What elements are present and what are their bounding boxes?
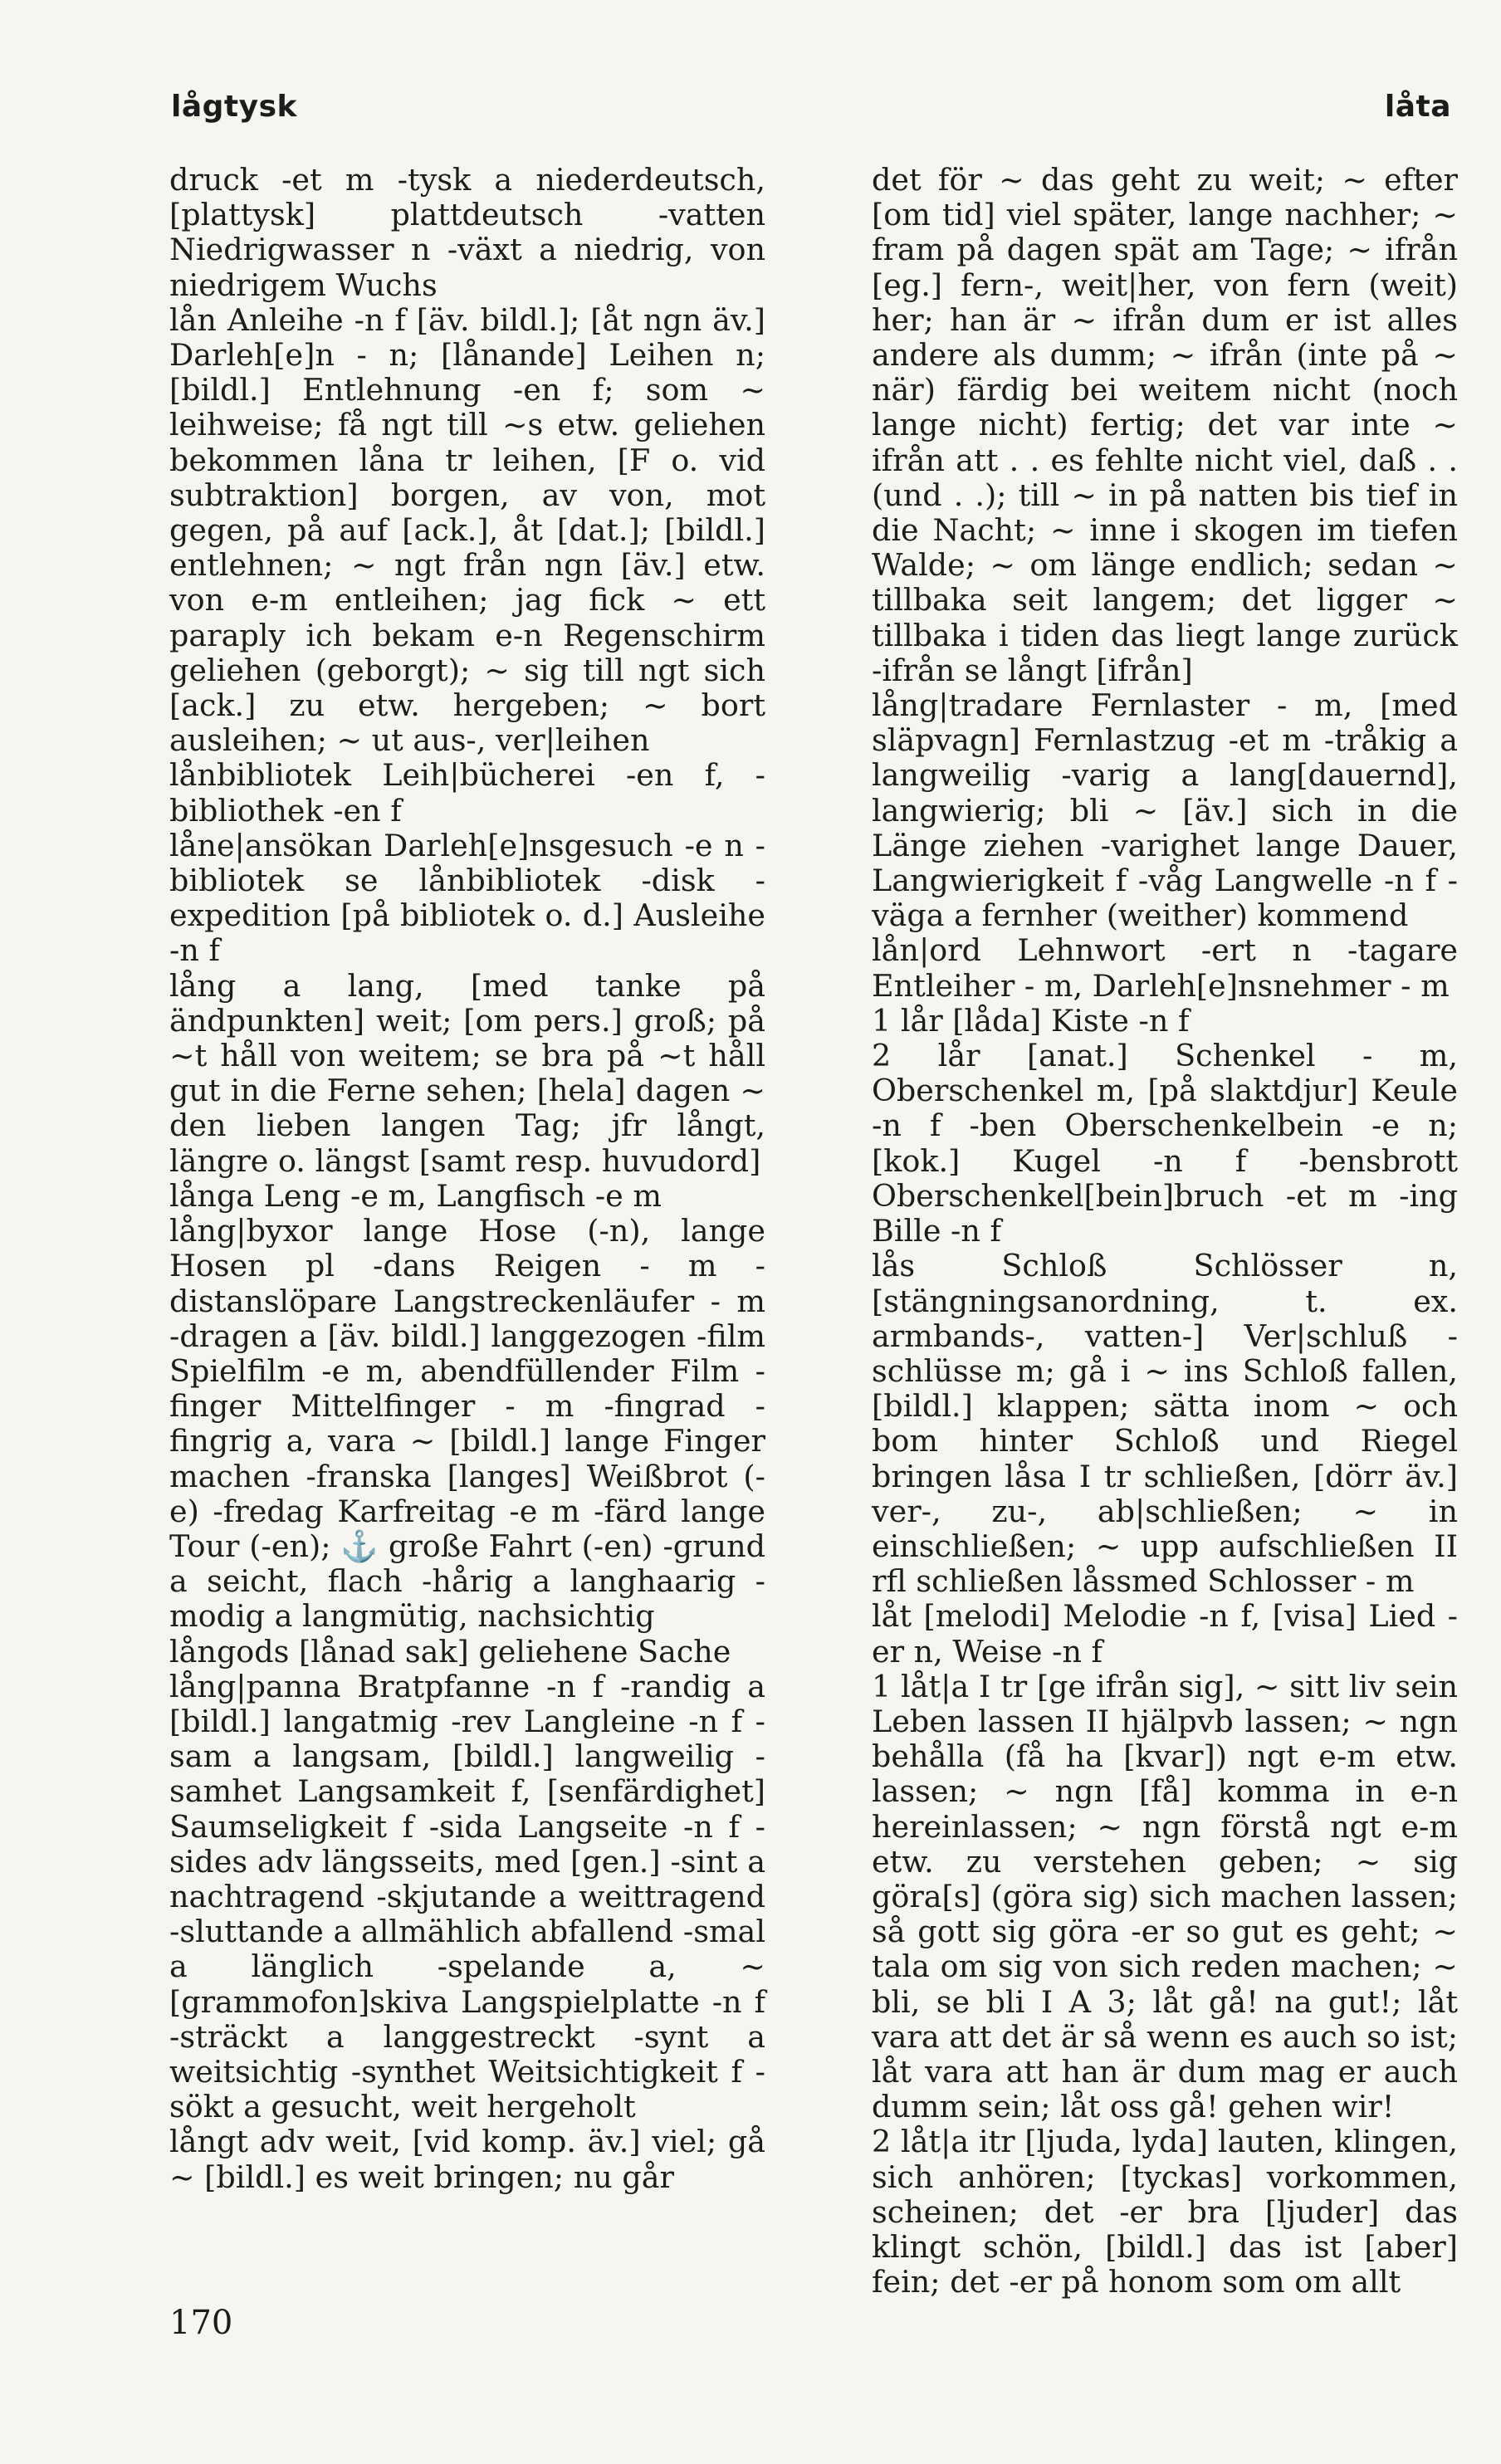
entry-las: lås Schloß Schlösser n, [stängningsanordning, t. ex. armbands-, vatten-] Ver|schluß -schlüsse m; gå i ~ ins Schloß fallen, [bildl.] klappen; sätta inom ~ och bom hinter Schloß und Riegel bringen låsa I tr schließen, [dörr äv.] ver-, zu-, ab|schließen; ~ in einschließen; ~ upp aufschließen II rfl schließen låssmed Schlosser - m [872,1248,1458,1600]
entry-lat: låt [melodi] Melodie -n f, [visa] Lied -er n, Weise -n f [872,1598,1458,1670]
entry-lagtysk-cont: druck -et m -tysk a niederdeutsch, [plattysk] plattdeutsch -vatten Niedrigwasser n -växt a niedrig, von niedrigem Wuchs [169,162,765,303]
entry-langpanna: lång|panna Bratpfanne -n f -randig a [bildl.] langatmig -rev Langleine -n f -sam a langsam, [bildl.] langweilig -samhet Langsamkeit f, [senfärdighet] Saumseligkeit f -sida Langseite -n f -sides adv längsseits, med [gen.] -sint a nachtragend -skjutande a weittragend -sluttande a allmählich abfallend -smal a länglich -spelande a, ~ [grammofon]skiva Langspielplatte -n f -sträckt a langgestreckt -synt a weitsichtig -synthet Weitsichtigkeit f -sökt a gesucht, weit hergeholt [169,1668,765,2125]
running-head-left: lågtysk [171,90,297,124]
entry-langt: långt adv weit, [vid komp. äv.] viel; gå ~ [bildl.] es weit bringen; nu går [169,2124,765,2195]
entry-langa: långa Leng -e m, Langfisch -e m [169,1177,662,1214]
entry-lang: lång a lang, [med tanke på ändpunkten] weit; [om pers.] groß; på ~t håll von weitem; se bra på ~t håll gut in die Ferne sehen; [hela] dagen ~ den lieben langen Tag; jfr långt, längre o. längst [samt resp. huvudord] [169,967,765,1179]
entry-langtradare: lång|tradare Fernlaster - m, [med släpvagn] Fernlastzug -et m -tråkig a langweilig -varig a lang[dauernd], langwierig; bli ~ [äv.] sich in die Länge ziehen -varighet lange Dauer, Langwierigkeit f -våg Langwelle -n f -väga a fernher (weither) kommend [872,687,1458,934]
entry-lan: lån Anleihe -n f [äv. bildl.]; [åt ngn äv.] Darleh[e]n - n; [lånande] Leihen n; [bildl.] Entlehnung -en f; som ~ leihweise; få ngt till ~s etw. geliehen bekommen låna tr leihen, [F o. vid subtraktion] borgen, av von, mot gegen, på auf [ack.], åt [dat.]; [bildl.] entlehnen; ~ ngt från ngn [äv.] etw. von e-m entleihen; jag fick ~ ett paraply ich bekam e-n Regenschirm geliehen (geborgt); ~ sig till ngt sich [ack.] zu etw. hergeben; ~ bort ausleihen; ~ ut aus-, ver|leihen [169,301,765,759]
running-head-right: låta [1384,90,1451,124]
left-column [169,163,765,2195]
entry-lanbibliotek: lånbibliotek Leih|bücherei -en f, -bibliothek -en f [169,757,765,829]
entry-2-lar: 2 lår [anat.] Schenkel - m, Oberschenkel m, [på slaktdjur] Keule -n f -ben Oberschenkelbein -e n; [kok.] Kugel -n f -bensbrott Oberschenkel[bein]bruch -et m -ing Bille -n f [872,1038,1458,1249]
entry-lanord: lån|ord Lehnwort -ert n -tagare Entleiher - m, Darleh[e]nsnehmer - m [872,932,1458,1004]
entry-langods: långods [lånad sak] geliehene Sache [169,1633,731,1670]
entry-1-lar: 1 lår [låda] Kiste -n f [872,1002,1190,1039]
page-number: 170 [169,2304,233,2342]
entry-1-lata: 1 låt|a I tr [ge ifrån sig], ~ sitt liv sein Leben lassen II hjälpvb lassen; ~ ngn behålla (få ha [kvar]) ngt e-m etw. lassen; ~ ngn [få] komma in e-n hereinlassen; ~ ngn förstå ngt e-m etw. zu verstehen geben; ~ sig göra[s] (göra sig) sich machen lassen; så gott sig göra -er so gut es geht; ~ tala om sig von sich reden machen; ~ bli, se bli I A 3; låt gå! na gut!; låt vara att det är så wenn es auch so ist; låt vara att han är dum mag er auch dumm sein; låt oss gå! gehen wir! [872,1668,1458,2125]
entry-laneansokan: låne|ansökan Darleh[e]nsgesuch -e n -bibliotek se lånbibliotek -disk -expedition [på bibliotek o. d.] Ausleihe -n f [169,827,765,969]
entry-langbyxor: lång|byxor lange Hose (-n), lange Hosen pl -dans Reigen - m -distanslöpare Langstreckenläufer - m -dragen a [äv. bildl.] langgezogen -film Spielfilm -e m, abendfüllender Film -finger Mittelfinger - m -fingrad -fingrig a, vara ~ [bildl.] lange Finger machen -franska [langes] Weißbrot (-e) -fredag Karfreitag -e m -färd lange Tour (-en); ⚓ große Fahrt (-en) -grund a seicht, flach -hårig a langhaarig -modig a langmütig, nachsichtig [169,1213,765,1635]
right-column [872,163,1458,2300]
entry-langt-cont: det för ~ das geht zu weit; ~ efter [om tid] viel später, lange nachher; ~ fram på dagen spät am Tage; ~ ifrån [eg.] fern-, weit|her, von fern (weit) her; han är ~ ifrån dum er ist alles andere als dumm; ~ ifrån (inte på ~ när) färdig bei weitem nicht (noch lange nicht) fertig; det var inte ~ ifrån att . . es fehlte nicht viel, daß . . (und . .); till ~ in på natten bis tief in die Nacht; ~ inne i skogen im tiefen Walde; ~ om länge endlich; sedan ~ tillbaka seit langem; det ligger ~ tillbaka i tiden das liegt lange zurück -ifrån se långt [ifrån] [872,162,1458,688]
entry-2-lata: 2 låt|a itr [ljuda, lyda] lauten, klingen, sich anhören; [tyckas] vorkommen, scheinen; det -er bra [ljuder] das klingt schön, [bildl.] das ist [aber] fein; det -er på honom som om allt [872,2124,1458,2300]
